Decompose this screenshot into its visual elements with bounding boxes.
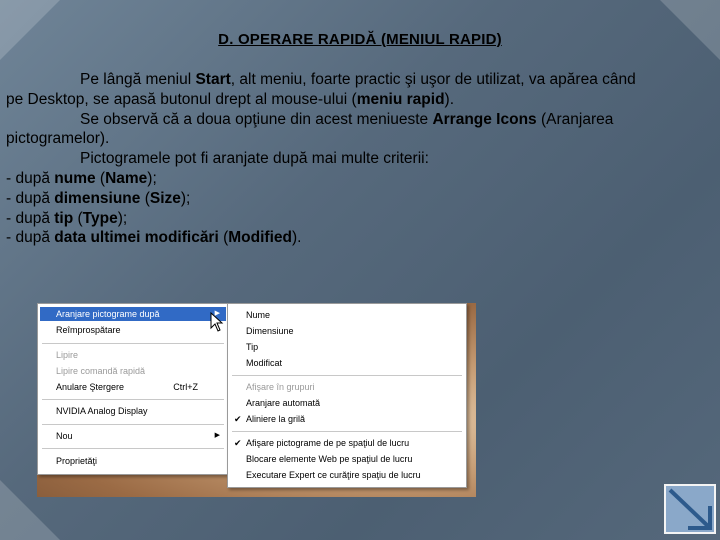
submenu-item-align-to-grid[interactable]: ✔ Aliniere la grilă bbox=[234, 414, 306, 424]
submenu-item-type[interactable]: Tip bbox=[246, 342, 259, 352]
slide-corner-decoration bbox=[660, 0, 720, 60]
menu-item-paste[interactable]: Lipire bbox=[56, 350, 79, 360]
submenu-item-lock-web-items[interactable]: Blocare elemente Web pe spaţiul de lucru bbox=[246, 454, 413, 464]
desktop-context-menu bbox=[37, 303, 229, 475]
menu-item-nvidia-display[interactable]: NVIDIA Analog Display bbox=[56, 406, 148, 416]
menu-item-paste-shortcut[interactable]: Lipire comandă rapidă bbox=[56, 366, 146, 376]
arrange-icons-submenu bbox=[227, 303, 467, 488]
submenu-arrow-icon: ▶ bbox=[214, 310, 220, 317]
menu-item-new[interactable]: Nou ▶ bbox=[56, 431, 220, 441]
criteria-item: - după data ultimei modificări (Modified). bbox=[6, 229, 302, 247]
criteria-item: - după tip (Type); bbox=[6, 209, 128, 227]
check-icon: ✔ bbox=[234, 414, 242, 424]
submenu-arrow-icon: ▶ bbox=[214, 432, 220, 439]
slide-title: D. OPERARE RAPIDĂ (MENIUL RAPID) bbox=[218, 31, 502, 48]
menu-separator bbox=[42, 424, 224, 425]
menu-item-arrange-icons[interactable]: Aranjare pictograme după ▶ bbox=[40, 307, 226, 321]
submenu-item-show-in-groups[interactable]: Afişare în grupuri bbox=[246, 382, 315, 392]
next-slide-icon bbox=[666, 486, 714, 532]
menu-separator bbox=[42, 343, 224, 344]
menu-item-properties[interactable]: Proprietăţi bbox=[56, 456, 98, 466]
context-menu-screenshot bbox=[37, 303, 476, 497]
check-icon: ✔ bbox=[234, 438, 242, 448]
menu-item-undo-delete[interactable]: Anulare Ştergere Ctrl+Z bbox=[56, 382, 198, 392]
menu-separator bbox=[42, 399, 224, 400]
menu-separator bbox=[232, 375, 462, 376]
submenu-item-size[interactable]: Dimensiune bbox=[246, 326, 294, 336]
mouse-cursor-icon bbox=[210, 312, 224, 332]
submenu-item-show-desktop-icons[interactable]: ✔ Afişare pictograme de pe spaţiul de lucru bbox=[234, 438, 410, 448]
submenu-item-modified[interactable]: Modificat bbox=[246, 358, 283, 368]
menu-separator bbox=[232, 431, 462, 432]
next-slide-button[interactable] bbox=[664, 484, 716, 534]
criteria-item: - după nume (Name); bbox=[6, 169, 157, 187]
menu-item-refresh[interactable]: Reîmprospătare bbox=[56, 325, 121, 335]
submenu-item-auto-arrange[interactable]: Aranjare automată bbox=[246, 398, 321, 408]
body-text: Pe lângă meniul Start, alt meniu, foarte practic şi uşor de utilizat, va apărea când pe Desktop, se apasă butonul drept al mouse-ului (meniu rapid). Se observă că a doua opţiune din acest meniueste Arrange Icons (Aranjarea pictogramelor). Pictogramele pot fi aranjate după mai multe criterii: - după nume (Name); - după dimensiune (Size); - după tip (Type); - după data ultimei modificări (Modified). bbox=[6, 70, 718, 248]
submenu-item-name[interactable]: Nume bbox=[246, 310, 271, 320]
submenu-item-desktop-cleanup-wizard[interactable]: Executare Expert ce curăţire spaţiu de lucru bbox=[246, 470, 421, 480]
menu-separator bbox=[42, 448, 224, 449]
criteria-item: - după dimensiune (Size); bbox=[6, 189, 191, 207]
slide-corner-decoration bbox=[0, 0, 60, 60]
